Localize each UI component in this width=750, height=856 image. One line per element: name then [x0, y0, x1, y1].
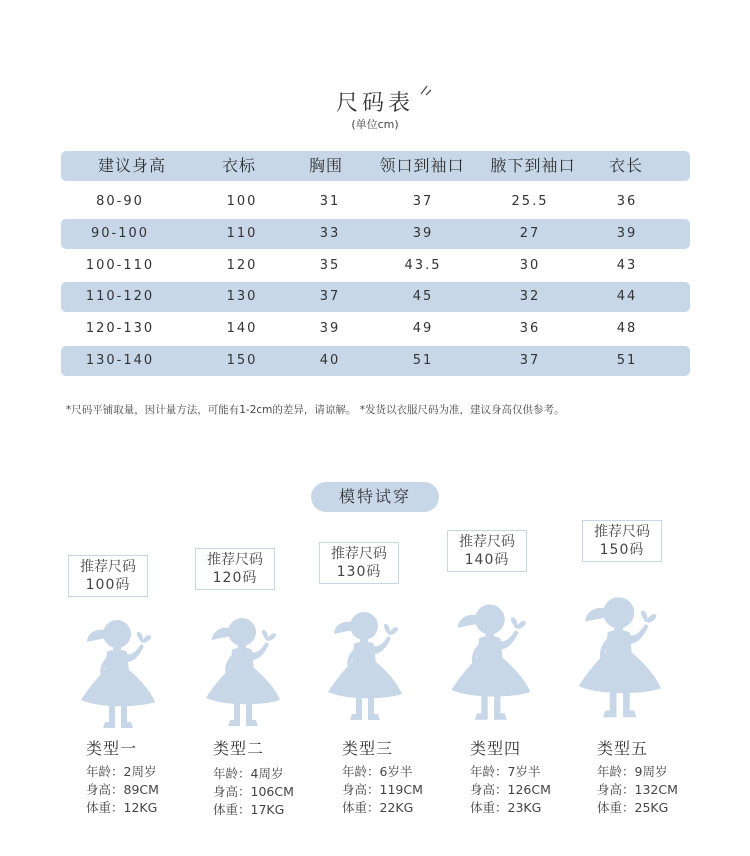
model-stats: [597, 763, 678, 817]
models-section-title: 模特试穿: [311, 482, 439, 512]
table-cell: 30: [519, 258, 541, 273]
weight-value: 23KG: [507, 800, 542, 815]
size-chart-title: 尺码表: [335, 91, 414, 116]
table-cell: 90-100: [90, 226, 150, 241]
model-stats: [342, 763, 423, 817]
height-value: 89CM: [123, 782, 159, 797]
model-stats: [213, 765, 294, 819]
table-row: [0, 282, 750, 312]
table-cell: 48: [616, 321, 638, 336]
age-label: 年龄：: [342, 764, 380, 779]
recommended-size-label: 推荐尺码: [331, 546, 387, 562]
model-type: 类型三: [342, 739, 394, 758]
header-cell: 领口到袖口: [379, 156, 465, 175]
model-stats: [470, 763, 551, 817]
header-cell: 衣长: [608, 156, 644, 175]
model-stats: [86, 763, 159, 817]
recommended-size-value: 140码: [464, 552, 510, 568]
table-cell: 43.5: [404, 258, 442, 273]
table-row: [0, 314, 750, 344]
table-cell: 45: [412, 289, 434, 304]
weight-label: 体重：: [597, 800, 635, 815]
girl-silhouette-icon: [445, 596, 541, 724]
table-cell: 36: [519, 321, 541, 336]
table-cell: 37: [412, 194, 434, 209]
table-cell: 27: [519, 226, 541, 241]
table-cell: 110: [226, 226, 258, 241]
recommended-size-box: [68, 555, 148, 597]
age-value: 9周岁: [634, 764, 668, 779]
height-label: 身高：: [597, 782, 635, 797]
table-row: [0, 346, 750, 376]
age-label: 年龄：: [470, 764, 508, 779]
size-note: *尺码平铺取量，因计量方法，可能有1-2cm的差异，请谅解。 *发货以衣服尺码为准，建议身高仅供参考。: [66, 404, 565, 416]
girl-silhouette-icon: [322, 604, 412, 724]
age-value: 4周岁: [250, 766, 284, 781]
recommended-size-value: 130码: [336, 564, 382, 580]
weight-value: 17KG: [250, 802, 285, 817]
weight-label: 体重：: [86, 800, 124, 815]
table-row: [0, 219, 750, 249]
table-cell: 100: [226, 194, 258, 209]
header-cell: 建议身高: [97, 156, 167, 175]
weight-label: 体重：: [470, 800, 508, 815]
table-row: [0, 251, 750, 281]
table-cell: 25.5: [511, 194, 549, 209]
table-cell: 110-120: [85, 289, 155, 304]
table-cell: 39: [412, 226, 434, 241]
recommended-size-label: 推荐尺码: [459, 534, 515, 550]
table-cell: 130: [226, 289, 258, 304]
table-cell: 39: [616, 226, 638, 241]
table-cell: 120: [226, 258, 258, 273]
header-cell: 衣标: [221, 156, 257, 175]
table-cell: 100-110: [85, 258, 155, 273]
table-cell: 51: [616, 353, 638, 368]
table-cell: 39: [319, 321, 341, 336]
age-value: 6岁半: [379, 764, 413, 779]
height-value: 132CM: [634, 782, 678, 797]
model-type: 类型五: [597, 739, 649, 758]
recommended-size-box: [582, 520, 662, 562]
table-cell: 36: [616, 194, 638, 209]
table-cell: 80-90: [96, 194, 144, 209]
weight-value: 22KG: [379, 800, 414, 815]
recommended-size-box: [447, 530, 527, 572]
age-value: 2周岁: [123, 764, 157, 779]
recommended-size-value: 100码: [85, 577, 131, 593]
table-cell: 49: [412, 321, 434, 336]
recommended-size-label: 推荐尺码: [80, 559, 136, 575]
height-label: 身高：: [470, 782, 508, 797]
table-cell: 33: [319, 226, 341, 241]
age-label: 年龄：: [86, 764, 124, 779]
table-cell: 37: [319, 289, 341, 304]
size-chart-unit: (单位cm): [351, 118, 399, 131]
recommended-size-label: 推荐尺码: [594, 524, 650, 540]
model-type: 类型二: [213, 739, 265, 758]
header-cell: 腋下到袖口: [490, 156, 576, 175]
weight-value: 25KG: [634, 800, 669, 815]
age-label: 年龄：: [213, 766, 251, 781]
height-value: 119CM: [379, 782, 423, 797]
girl-silhouette-icon: [572, 586, 672, 724]
recommended-size-value: 150码: [599, 542, 645, 558]
table-cell: 44: [616, 289, 638, 304]
height-value: 126CM: [507, 782, 551, 797]
model-type: 类型四: [470, 739, 522, 758]
table-row: [0, 187, 750, 217]
girl-silhouette-icon: [75, 612, 165, 732]
table-cell: 140: [226, 321, 258, 336]
table-cell: 150: [226, 353, 258, 368]
recommended-size-value: 120码: [212, 570, 258, 586]
table-cell: 35: [319, 258, 341, 273]
height-label: 身高：: [342, 782, 380, 797]
table-cell: 31: [319, 194, 341, 209]
table-cell: 120-130: [85, 321, 155, 336]
table-cell: 37: [519, 353, 541, 368]
weight-label: 体重：: [213, 802, 251, 817]
age-label: 年龄：: [597, 764, 635, 779]
header-cell: 胸围: [308, 156, 344, 175]
girl-silhouette-icon: [200, 610, 290, 730]
table-cell: 51: [412, 353, 434, 368]
size-table-header: [0, 151, 750, 181]
weight-label: 体重：: [342, 800, 380, 815]
table-cell: 32: [519, 289, 541, 304]
model-type: 类型一: [86, 739, 138, 758]
age-value: 7岁半: [507, 764, 541, 779]
title-accent-icon: [418, 82, 432, 96]
recommended-size-box: [195, 548, 275, 590]
height-value: 106CM: [250, 784, 294, 799]
table-cell: 130-140: [85, 353, 155, 368]
weight-value: 12KG: [123, 800, 158, 815]
table-cell: 40: [319, 353, 341, 368]
recommended-size-label: 推荐尺码: [207, 552, 263, 568]
table-cell: 43: [616, 258, 638, 273]
height-label: 身高：: [86, 782, 124, 797]
recommended-size-box: [319, 542, 399, 584]
height-label: 身高：: [213, 784, 251, 799]
